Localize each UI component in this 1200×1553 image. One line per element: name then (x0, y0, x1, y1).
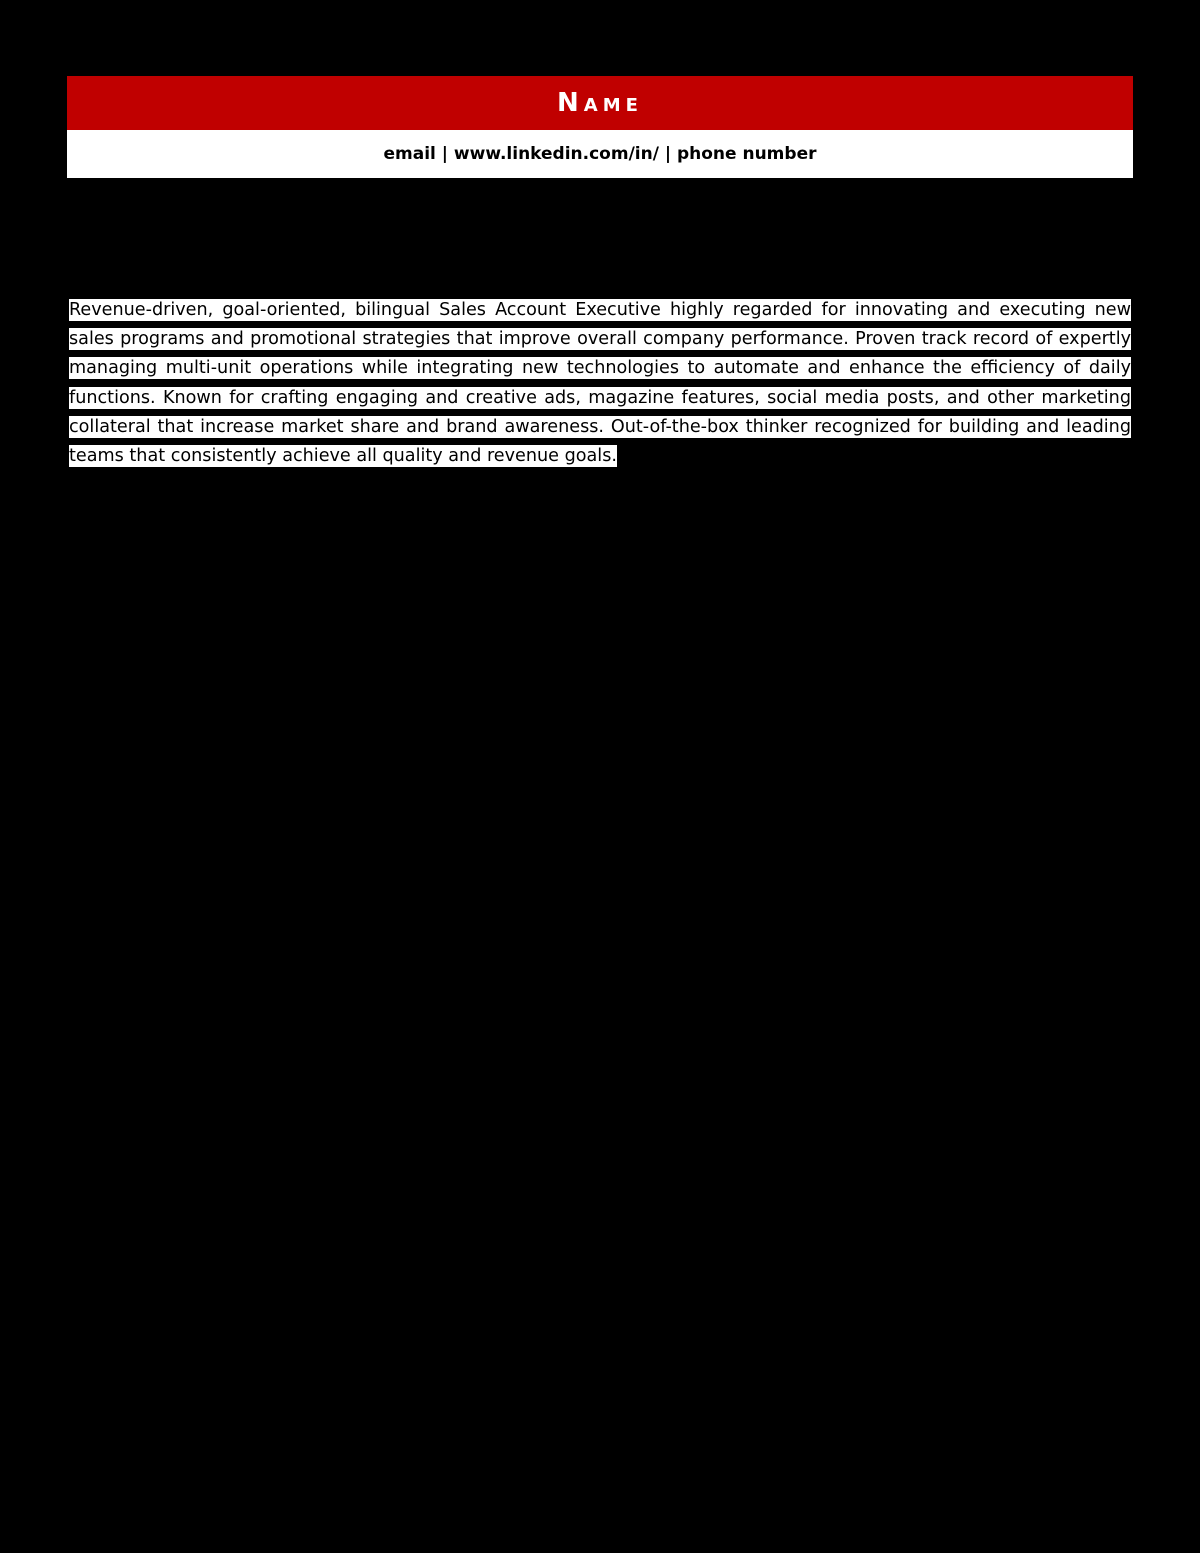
contact-bar (67, 130, 1133, 178)
name-header-bar (67, 76, 1133, 130)
professional-summary (69, 296, 1131, 471)
summary-text: Revenue-driven, goal-oriented, bilingual Sales Account Executive highly regarded for innovating and executing new sales programs and promotional strategies that improve overall company performance. Proven track record of expertly managing multi-unit operations while integrating new technologies to automate and enhance the efficiency of daily functions. Known for crafting engaging and creative ads, magazine features, social media posts, and other marketing collateral that increase market share and brand awareness. Out-of-the-box thinker recognized for building and leading teams that consistently achieve all quality and revenue goals. (69, 300, 1131, 467)
candidate-name: Name (557, 88, 643, 118)
contact-info: email | www.linkedin.com/in/ | phone number (383, 144, 817, 164)
